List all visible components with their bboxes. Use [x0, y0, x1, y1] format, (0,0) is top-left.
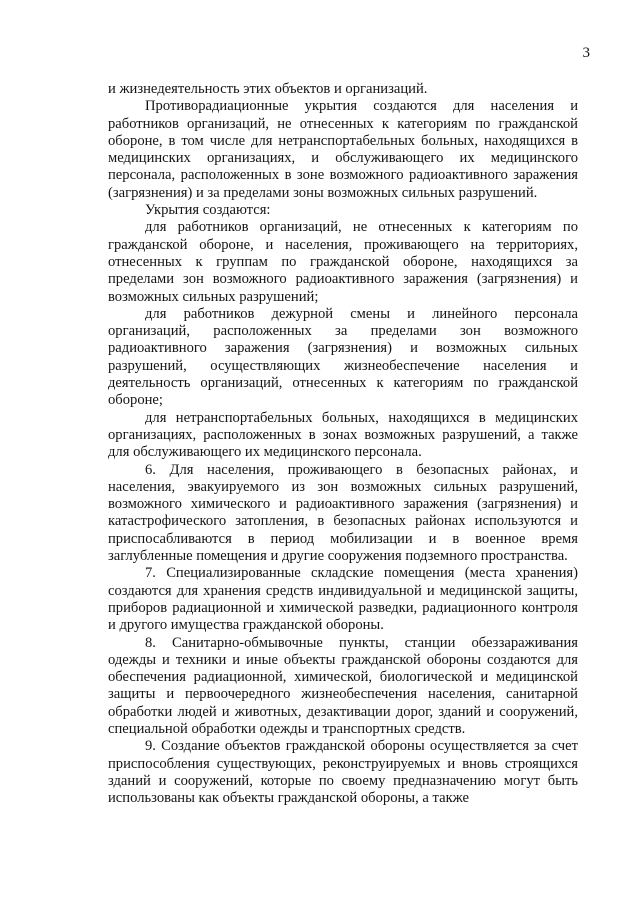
paragraph: для работников дежурной смены и линейного персонала организаций, расположенных за пределами зон возможного радиоактивного заражения (загрязнения) и возможных сильных разрушений, осуществляющих жизнеобеспечение населения и деятельность организаций, отнесенных к категориям по гражданской обороне; — [108, 305, 578, 409]
paragraph: 8. Санитарно-обмывочные пункты, станции обеззараживания одежды и техники и иные объекты гражданской обороны создаются для обеспечения радиационной, химической, биологической и медицинской защиты и первоочередного жизнеобеспечения населения, санитарной обработки людей и животных, дезактивации дорог, зданий и сооружений, специальной обработки одежды и транспортных средств. — [108, 634, 578, 737]
paragraph: 7. Специализированные складские помещения (места хранения) создаются для хранения средств индивидуальной и медицинской защиты, приборов радиационной и химической разведки, радиационного контроля и другого имущества гражданской обороны. — [108, 565, 578, 634]
paragraph: Противорадиационные укрытия создаются для населения и работников организаций, не отнесенных к категориям по гражданской обороне, в том числе для нетранспортабельных больных, находящихся в медицинских организациях, и обслуживающего их медицинского персонала, расположенных в зоне возможного радиоактивного заражения (загрязнения) и за пределами зоны возможных сильных разрушений. — [108, 98, 578, 201]
paragraph: Укрытия создаются: — [145, 202, 271, 219]
paragraph: 6. Для населения, проживающего в безопасных районах, и населения, эвакуируемого из зон возможных сильных разрушений, возможного химического и радиоактивного заражения (загрязнения) и катастрофического затопления, в безопасных районах используются и приспосабливаются в период мобилизации и в военное время заглубленные помещения и другие сооружения подземного пространства. — [108, 461, 578, 565]
paragraph: для работников организаций, не отнесенных к категориям по гражданской обороне, и населения, проживающего на территориях, отнесенных к группам по гражданской обороне, находящихся за пределами зон возможного радиоактивного заражения (загрязнения) и возможных сильных разрушений; — [108, 219, 578, 305]
paragraph: 9. Создание объектов гражданской обороны осуществляется за счет приспособления существующих, реконструируемых и вновь строящихся зданий и сооружений, которые по своему предназначению могут быть использованы как объекты гражданской обороны, а также — [108, 738, 578, 807]
paragraph: для нетранспортабельных больных, находящихся в медицинских организациях, расположенных в зонах возможных разрушений, а также для обслуживающего их медицинского персонала. — [108, 409, 578, 461]
paragraph: и жизнедеятельность этих объектов и организаций. — [108, 81, 428, 97]
document-body — [108, 81, 578, 807]
page-number: 3 — [582, 45, 590, 61]
